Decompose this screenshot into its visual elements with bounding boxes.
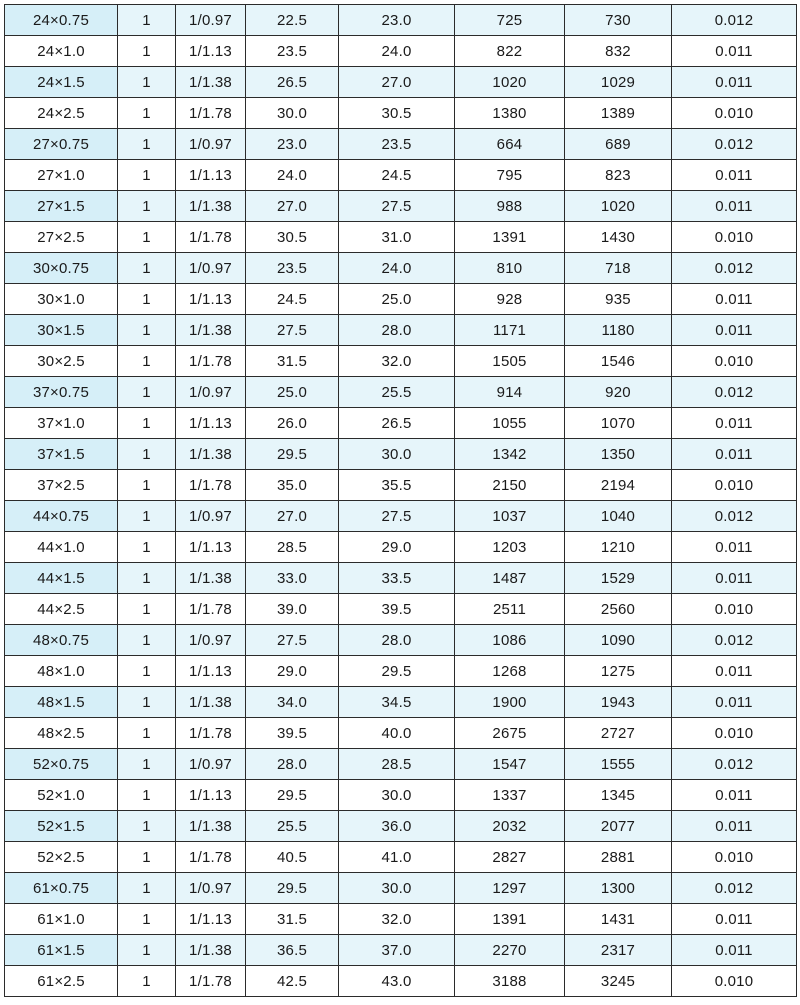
spec-cell-weight-b: 1300 (565, 873, 672, 904)
spec-cell-min-diameter: 25.5 (246, 811, 339, 842)
spec-cell-max-diameter: 28.5 (339, 749, 455, 780)
spec-cell-weight-b: 689 (565, 129, 672, 160)
spec-cell-min-diameter: 27.5 (246, 625, 339, 656)
spec-cell-weight-b: 730 (565, 5, 672, 36)
table-row (5, 625, 797, 656)
spec-cell-conductor: 1/1.38 (176, 439, 246, 470)
table-row (5, 67, 797, 98)
spec-cell-size: 24×2.5 (5, 98, 118, 129)
spec-cell-max-diameter: 30.0 (339, 873, 455, 904)
spec-cell-max-diameter: 35.5 (339, 470, 455, 501)
spec-cell-max-diameter: 27.0 (339, 67, 455, 98)
spec-cell-cores: 1 (118, 718, 176, 749)
spec-cell-resistance: 0.011 (672, 656, 797, 687)
spec-cell-conductor: 1/0.97 (176, 5, 246, 36)
spec-cell-min-diameter: 30.0 (246, 98, 339, 129)
table-row (5, 842, 797, 873)
spec-cell-resistance: 0.012 (672, 377, 797, 408)
spec-cell-max-diameter: 39.5 (339, 594, 455, 625)
spec-cell-size: 52×1.0 (5, 780, 118, 811)
spec-cell-max-diameter: 23.5 (339, 129, 455, 160)
spec-cell-resistance: 0.011 (672, 315, 797, 346)
spec-cell-size: 44×0.75 (5, 501, 118, 532)
spec-cell-min-diameter: 28.0 (246, 749, 339, 780)
spec-cell-min-diameter: 42.5 (246, 966, 339, 997)
spec-cell-cores: 1 (118, 377, 176, 408)
spec-cell-conductor: 1/1.13 (176, 160, 246, 191)
spec-cell-weight-a: 1037 (455, 501, 565, 532)
spec-cell-cores: 1 (118, 625, 176, 656)
spec-cell-conductor: 1/1.78 (176, 594, 246, 625)
spec-cell-size: 37×0.75 (5, 377, 118, 408)
spec-cell-weight-b: 2560 (565, 594, 672, 625)
spec-cell-max-diameter: 23.0 (339, 5, 455, 36)
spec-cell-weight-a: 3188 (455, 966, 565, 997)
spec-cell-cores: 1 (118, 563, 176, 594)
table-row (5, 656, 797, 687)
spec-cell-conductor: 1/0.97 (176, 377, 246, 408)
spec-cell-conductor: 1/1.13 (176, 904, 246, 935)
spec-cell-size: 44×1.0 (5, 532, 118, 563)
spec-cell-weight-b: 2077 (565, 811, 672, 842)
spec-cell-min-diameter: 24.5 (246, 284, 339, 315)
spec-cell-conductor: 1/0.97 (176, 501, 246, 532)
spec-cell-size: 27×1.5 (5, 191, 118, 222)
spec-cell-min-diameter: 34.0 (246, 687, 339, 718)
spec-cell-conductor: 1/1.38 (176, 315, 246, 346)
spec-cell-cores: 1 (118, 253, 176, 284)
spec-cell-conductor: 1/1.13 (176, 780, 246, 811)
spec-cell-resistance: 0.012 (672, 5, 797, 36)
spec-cell-size: 24×1.5 (5, 67, 118, 98)
spec-cell-resistance: 0.012 (672, 501, 797, 532)
spec-cell-cores: 1 (118, 842, 176, 873)
spec-cell-weight-a: 664 (455, 129, 565, 160)
spec-cell-conductor: 1/1.13 (176, 284, 246, 315)
spec-cell-cores: 1 (118, 67, 176, 98)
spec-cell-size: 37×2.5 (5, 470, 118, 501)
spec-cell-cores: 1 (118, 935, 176, 966)
spec-cell-min-diameter: 24.0 (246, 160, 339, 191)
spec-cell-cores: 1 (118, 780, 176, 811)
table-row (5, 749, 797, 780)
spec-cell-weight-a: 1055 (455, 408, 565, 439)
table-row (5, 408, 797, 439)
spec-cell-min-diameter: 27.0 (246, 191, 339, 222)
spec-cell-min-diameter: 30.5 (246, 222, 339, 253)
spec-cell-resistance: 0.010 (672, 966, 797, 997)
spec-cell-weight-b: 1546 (565, 346, 672, 377)
spec-cell-weight-a: 1337 (455, 780, 565, 811)
spec-cell-cores: 1 (118, 36, 176, 67)
spec-cell-size: 30×1.0 (5, 284, 118, 315)
spec-cell-conductor: 1/1.38 (176, 67, 246, 98)
spec-cell-weight-b: 1090 (565, 625, 672, 656)
spec-cell-cores: 1 (118, 346, 176, 377)
spec-cell-size: 30×1.5 (5, 315, 118, 346)
spec-cell-max-diameter: 30.5 (339, 98, 455, 129)
spec-cell-resistance: 0.010 (672, 842, 797, 873)
spec-cell-weight-b: 1389 (565, 98, 672, 129)
spec-cell-cores: 1 (118, 532, 176, 563)
spec-cell-resistance: 0.010 (672, 222, 797, 253)
spec-cell-conductor: 1/0.97 (176, 129, 246, 160)
spec-cell-weight-a: 2511 (455, 594, 565, 625)
table-row (5, 253, 797, 284)
table-row (5, 439, 797, 470)
spec-cell-cores: 1 (118, 315, 176, 346)
spec-cell-min-diameter: 36.5 (246, 935, 339, 966)
spec-cell-weight-a: 725 (455, 5, 565, 36)
spec-cell-max-diameter: 32.0 (339, 904, 455, 935)
spec-cell-size: 44×2.5 (5, 594, 118, 625)
spec-cell-cores: 1 (118, 904, 176, 935)
spec-cell-cores: 1 (118, 129, 176, 160)
table-body (5, 5, 797, 997)
spec-cell-weight-a: 1487 (455, 563, 565, 594)
table-row (5, 315, 797, 346)
spec-cell-cores: 1 (118, 749, 176, 780)
spec-cell-resistance: 0.011 (672, 904, 797, 935)
spec-cell-min-diameter: 29.0 (246, 656, 339, 687)
spec-cell-cores: 1 (118, 160, 176, 191)
spec-cell-resistance: 0.011 (672, 284, 797, 315)
spec-cell-cores: 1 (118, 439, 176, 470)
spec-cell-resistance: 0.011 (672, 408, 797, 439)
spec-cell-resistance: 0.010 (672, 718, 797, 749)
table-row (5, 966, 797, 997)
spec-cell-conductor: 1/1.38 (176, 687, 246, 718)
spec-cell-min-diameter: 27.5 (246, 315, 339, 346)
spec-cell-conductor: 1/0.97 (176, 873, 246, 904)
table-row (5, 470, 797, 501)
spec-cell-max-diameter: 36.0 (339, 811, 455, 842)
spec-cell-size: 24×0.75 (5, 5, 118, 36)
spec-cell-weight-b: 1350 (565, 439, 672, 470)
spec-cell-size: 37×1.5 (5, 439, 118, 470)
spec-cell-weight-b: 1210 (565, 532, 672, 563)
spec-cell-weight-a: 2675 (455, 718, 565, 749)
spec-cell-conductor: 1/1.13 (176, 408, 246, 439)
spec-cell-resistance: 0.012 (672, 625, 797, 656)
spec-cell-cores: 1 (118, 284, 176, 315)
spec-cell-weight-a: 1086 (455, 625, 565, 656)
spec-cell-weight-b: 1275 (565, 656, 672, 687)
spec-cell-resistance: 0.010 (672, 98, 797, 129)
spec-cell-min-diameter: 26.5 (246, 67, 339, 98)
spec-cell-min-diameter: 39.5 (246, 718, 339, 749)
spec-cell-conductor: 1/0.97 (176, 253, 246, 284)
spec-cell-weight-a: 988 (455, 191, 565, 222)
spec-cell-weight-b: 1529 (565, 563, 672, 594)
table-row (5, 222, 797, 253)
table-row (5, 160, 797, 191)
spec-cell-conductor: 1/1.78 (176, 346, 246, 377)
spec-cell-weight-a: 2032 (455, 811, 565, 842)
spec-cell-weight-b: 1029 (565, 67, 672, 98)
spec-cell-conductor: 1/1.38 (176, 935, 246, 966)
spec-cell-cores: 1 (118, 408, 176, 439)
spec-cell-weight-b: 2881 (565, 842, 672, 873)
spec-cell-weight-b: 2317 (565, 935, 672, 966)
spec-cell-weight-b: 935 (565, 284, 672, 315)
spec-cell-size: 61×1.5 (5, 935, 118, 966)
spec-cell-weight-b: 2727 (565, 718, 672, 749)
spec-cell-size: 48×2.5 (5, 718, 118, 749)
spec-cell-weight-b: 1180 (565, 315, 672, 346)
spec-cell-weight-b: 718 (565, 253, 672, 284)
spec-cell-min-diameter: 40.5 (246, 842, 339, 873)
spec-cell-size: 24×1.0 (5, 36, 118, 67)
spec-cell-resistance: 0.011 (672, 811, 797, 842)
spec-cell-min-diameter: 26.0 (246, 408, 339, 439)
spec-cell-conductor: 1/1.38 (176, 191, 246, 222)
spec-cell-weight-b: 832 (565, 36, 672, 67)
spec-cell-max-diameter: 27.5 (339, 191, 455, 222)
spec-cell-resistance: 0.011 (672, 160, 797, 191)
spec-cell-weight-b: 1345 (565, 780, 672, 811)
spec-cell-max-diameter: 34.5 (339, 687, 455, 718)
spec-cell-resistance: 0.012 (672, 129, 797, 160)
spec-cell-conductor: 1/1.78 (176, 966, 246, 997)
table-row (5, 98, 797, 129)
spec-cell-size: 27×1.0 (5, 160, 118, 191)
spec-cell-resistance: 0.010 (672, 346, 797, 377)
spec-cell-size: 37×1.0 (5, 408, 118, 439)
spec-cell-max-diameter: 28.0 (339, 315, 455, 346)
spec-cell-weight-b: 1943 (565, 687, 672, 718)
spec-cell-weight-a: 2827 (455, 842, 565, 873)
spec-cell-conductor: 1/0.97 (176, 749, 246, 780)
spec-cell-size: 27×0.75 (5, 129, 118, 160)
table-row (5, 129, 797, 160)
spec-cell-max-diameter: 37.0 (339, 935, 455, 966)
spec-cell-cores: 1 (118, 222, 176, 253)
spec-cell-min-diameter: 31.5 (246, 346, 339, 377)
spec-cell-min-diameter: 29.5 (246, 873, 339, 904)
spec-cell-conductor: 1/1.13 (176, 36, 246, 67)
spec-cell-weight-a: 795 (455, 160, 565, 191)
spec-cell-cores: 1 (118, 501, 176, 532)
spec-cell-weight-a: 1380 (455, 98, 565, 129)
spec-cell-conductor: 1/1.38 (176, 563, 246, 594)
spec-cell-size: 52×1.5 (5, 811, 118, 842)
spec-cell-weight-b: 1555 (565, 749, 672, 780)
spec-cell-size: 48×1.5 (5, 687, 118, 718)
spec-cell-cores: 1 (118, 656, 176, 687)
spec-cell-weight-a: 1342 (455, 439, 565, 470)
spec-cell-weight-a: 1020 (455, 67, 565, 98)
spec-cell-weight-a: 1391 (455, 222, 565, 253)
table-row (5, 718, 797, 749)
table-row (5, 687, 797, 718)
spec-cell-max-diameter: 40.0 (339, 718, 455, 749)
table-row (5, 5, 797, 36)
table-row (5, 594, 797, 625)
table-row (5, 346, 797, 377)
spec-cell-conductor: 1/1.78 (176, 470, 246, 501)
spec-cell-max-diameter: 26.5 (339, 408, 455, 439)
table-row (5, 191, 797, 222)
spec-cell-conductor: 1/1.38 (176, 811, 246, 842)
spec-cell-size: 48×0.75 (5, 625, 118, 656)
spec-cell-weight-b: 823 (565, 160, 672, 191)
spec-cell-max-diameter: 27.5 (339, 501, 455, 532)
spec-cell-weight-b: 1431 (565, 904, 672, 935)
spec-cell-resistance: 0.012 (672, 749, 797, 780)
spec-cell-max-diameter: 30.0 (339, 780, 455, 811)
spec-cell-conductor: 1/0.97 (176, 625, 246, 656)
spec-cell-weight-a: 1505 (455, 346, 565, 377)
spec-cell-max-diameter: 25.5 (339, 377, 455, 408)
spec-cell-resistance: 0.012 (672, 253, 797, 284)
table-row (5, 780, 797, 811)
spec-cell-resistance: 0.011 (672, 67, 797, 98)
spec-cell-resistance: 0.011 (672, 191, 797, 222)
table-row (5, 563, 797, 594)
spec-cell-cores: 1 (118, 811, 176, 842)
spec-cell-max-diameter: 30.0 (339, 439, 455, 470)
spec-cell-min-diameter: 23.0 (246, 129, 339, 160)
spec-cell-max-diameter: 41.0 (339, 842, 455, 873)
spec-cell-resistance: 0.011 (672, 687, 797, 718)
spec-cell-weight-a: 914 (455, 377, 565, 408)
spec-cell-cores: 1 (118, 191, 176, 222)
spec-cell-conductor: 1/1.78 (176, 842, 246, 873)
table-row (5, 284, 797, 315)
spec-cell-weight-b: 1020 (565, 191, 672, 222)
spec-cell-weight-b: 920 (565, 377, 672, 408)
spec-cell-min-diameter: 31.5 (246, 904, 339, 935)
table-row (5, 377, 797, 408)
spec-cell-size: 61×1.0 (5, 904, 118, 935)
spec-cell-weight-a: 1268 (455, 656, 565, 687)
spec-cell-max-diameter: 28.0 (339, 625, 455, 656)
spec-cell-max-diameter: 32.0 (339, 346, 455, 377)
spec-cell-min-diameter: 29.5 (246, 439, 339, 470)
table-row (5, 36, 797, 67)
spec-cell-max-diameter: 24.0 (339, 253, 455, 284)
spec-cell-max-diameter: 24.0 (339, 36, 455, 67)
spec-cell-cores: 1 (118, 98, 176, 129)
spec-cell-size: 52×0.75 (5, 749, 118, 780)
spec-cell-size: 30×0.75 (5, 253, 118, 284)
spec-cell-weight-a: 1203 (455, 532, 565, 563)
spec-cell-weight-b: 1430 (565, 222, 672, 253)
spec-cell-max-diameter: 25.0 (339, 284, 455, 315)
spec-cell-weight-b: 3245 (565, 966, 672, 997)
spec-cell-conductor: 1/1.13 (176, 656, 246, 687)
spec-cell-weight-a: 822 (455, 36, 565, 67)
spec-cell-min-diameter: 35.0 (246, 470, 339, 501)
spec-cell-conductor: 1/1.78 (176, 222, 246, 253)
spec-cell-weight-a: 1547 (455, 749, 565, 780)
cable-spec-table (4, 4, 797, 997)
spec-cell-size: 48×1.0 (5, 656, 118, 687)
spec-cell-size: 61×2.5 (5, 966, 118, 997)
table-row (5, 904, 797, 935)
spec-cell-max-diameter: 31.0 (339, 222, 455, 253)
spec-cell-min-diameter: 29.5 (246, 780, 339, 811)
spec-cell-cores: 1 (118, 966, 176, 997)
spec-cell-weight-b: 2194 (565, 470, 672, 501)
spec-cell-resistance: 0.011 (672, 532, 797, 563)
spec-cell-weight-a: 2270 (455, 935, 565, 966)
spec-cell-conductor: 1/1.78 (176, 718, 246, 749)
spec-cell-resistance: 0.010 (672, 594, 797, 625)
spec-cell-weight-a: 1391 (455, 904, 565, 935)
spec-cell-weight-a: 1900 (455, 687, 565, 718)
spec-cell-cores: 1 (118, 873, 176, 904)
spec-cell-size: 27×2.5 (5, 222, 118, 253)
spec-cell-min-diameter: 27.0 (246, 501, 339, 532)
spec-cell-weight-b: 1070 (565, 408, 672, 439)
spec-cell-resistance: 0.011 (672, 780, 797, 811)
table-row (5, 811, 797, 842)
spec-cell-cores: 1 (118, 5, 176, 36)
spec-cell-max-diameter: 29.5 (339, 656, 455, 687)
spec-cell-max-diameter: 29.0 (339, 532, 455, 563)
spec-cell-max-diameter: 33.5 (339, 563, 455, 594)
spec-cell-resistance: 0.011 (672, 36, 797, 67)
spec-cell-cores: 1 (118, 470, 176, 501)
spec-cell-conductor: 1/1.13 (176, 532, 246, 563)
spec-cell-size: 30×2.5 (5, 346, 118, 377)
spec-cell-min-diameter: 22.5 (246, 5, 339, 36)
spec-cell-min-diameter: 39.0 (246, 594, 339, 625)
spec-cell-resistance: 0.011 (672, 935, 797, 966)
spec-cell-min-diameter: 23.5 (246, 36, 339, 67)
spec-cell-weight-a: 1297 (455, 873, 565, 904)
spec-cell-conductor: 1/1.78 (176, 98, 246, 129)
spec-cell-resistance: 0.012 (672, 873, 797, 904)
spec-cell-size: 44×1.5 (5, 563, 118, 594)
spec-cell-resistance: 0.011 (672, 563, 797, 594)
spec-cell-weight-b: 1040 (565, 501, 672, 532)
spec-cell-weight-a: 928 (455, 284, 565, 315)
spec-cell-min-diameter: 33.0 (246, 563, 339, 594)
spec-cell-resistance: 0.011 (672, 439, 797, 470)
spec-cell-weight-a: 1171 (455, 315, 565, 346)
spec-cell-min-diameter: 28.5 (246, 532, 339, 563)
table-row (5, 873, 797, 904)
spec-cell-max-diameter: 24.5 (339, 160, 455, 191)
spec-cell-weight-a: 810 (455, 253, 565, 284)
table-row (5, 935, 797, 966)
spec-cell-size: 52×2.5 (5, 842, 118, 873)
table-row (5, 501, 797, 532)
spec-cell-cores: 1 (118, 687, 176, 718)
table-row (5, 532, 797, 563)
spec-cell-cores: 1 (118, 594, 176, 625)
spec-cell-max-diameter: 43.0 (339, 966, 455, 997)
spec-cell-min-diameter: 23.5 (246, 253, 339, 284)
spec-cell-weight-a: 2150 (455, 470, 565, 501)
spec-cell-resistance: 0.010 (672, 470, 797, 501)
spec-cell-min-diameter: 25.0 (246, 377, 339, 408)
spec-cell-size: 61×0.75 (5, 873, 118, 904)
